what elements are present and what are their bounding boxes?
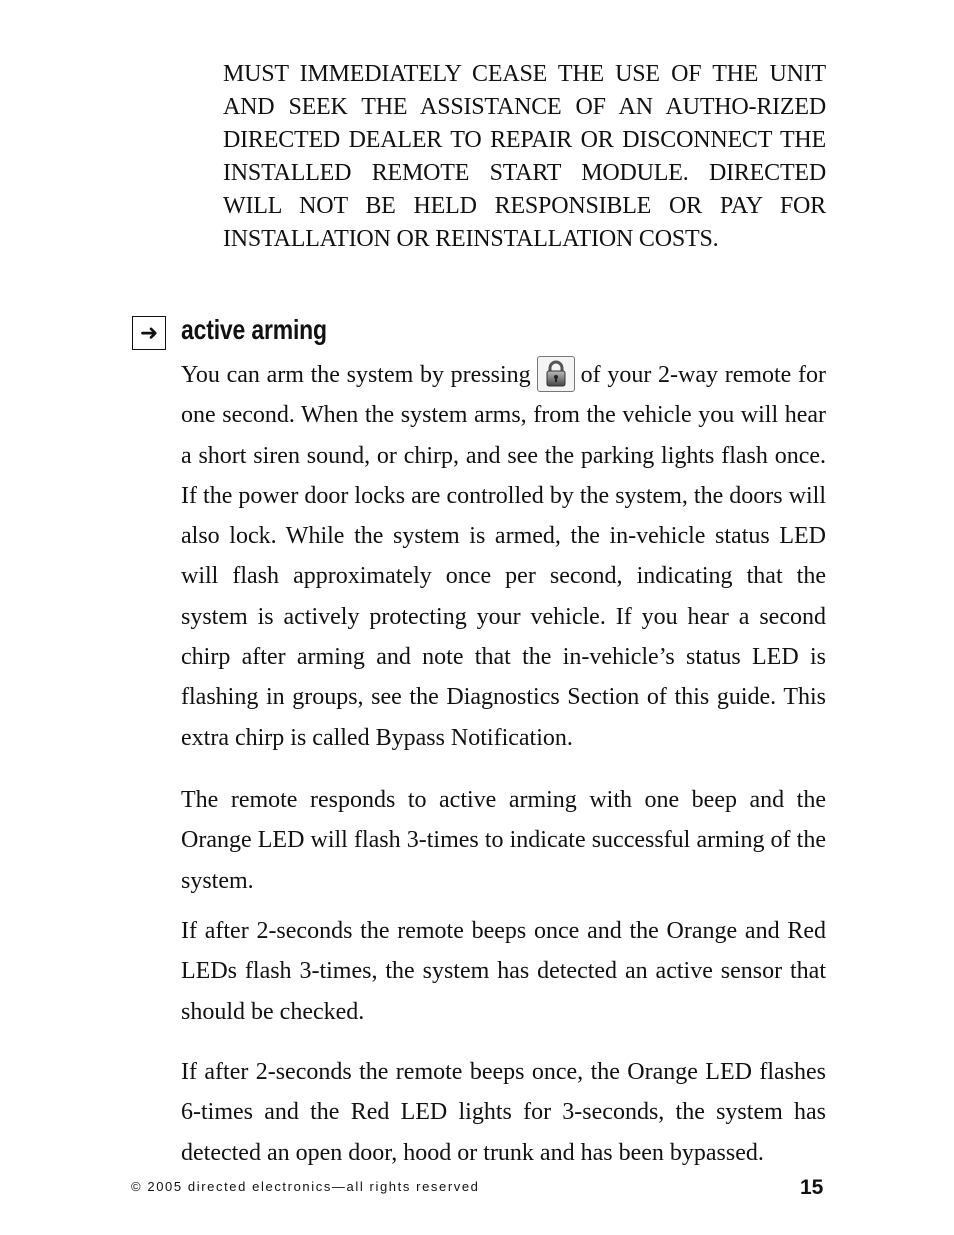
page-number: 15 — [800, 1176, 824, 1199]
paragraph-arming-instructions — [181, 355, 826, 758]
lock-button-icon — [537, 356, 575, 392]
paragraph-text: You can arm the system by pressing — [181, 362, 531, 388]
paragraph-bypass: If after 2-seconds the remote beeps once, the Orange LED flashes 6-times and the Red LED lights for 3-seconds, the system has detected an open door, hood or trunk and has been bypassed. — [181, 1059, 826, 1166]
warning-text: MUST IMMEDIATELY CEASE THE USE OF THE UNIT AND SEEK THE ASSISTANCE OF AN AUTHO-RIZED DIRECTED DEALER TO REPAIR OR DISCONNECT THE INSTALLED REMOTE START MODULE. DIRECTED WILL NOT BE HELD RESPONSIBLE OR PAY FOR INSTALLATION OR REINSTALLATION COSTS. — [223, 61, 826, 252]
right-arrow-icon: ➜ — [132, 316, 166, 350]
footer-copyright: © 2005 directed electronics—all rights reserved — [131, 1179, 480, 1194]
paragraph-active-sensor: If after 2-seconds the remote beeps once and the Orange and Red LEDs flash 3-times, the system has detected an active sensor that should be checked. — [181, 918, 826, 1025]
paragraph-text: of your 2-way remote for one second. When the system arms, from the vehicle you will hear a short siren sound, or chirp, and see the parking lights flash once. If the power door locks are controlled by the system, the doors will also lock. While the system is armed, the in-vehicle status LED will flash approximately once per second, indicating that the system is actively protecting your vehicle. If you hear a second chirp after arming and note that the in-vehicle’s status LED is flashing in groups, see the Diagnostics Section of this guide. This extra chirp is called Bypass Notification. — [181, 362, 827, 751]
section-title: active arming — [181, 314, 327, 345]
paragraph-remote-response: The remote responds to active arming with one beep and the Orange LED will flash 3-times to indicate successful arming of the system. — [181, 787, 826, 894]
